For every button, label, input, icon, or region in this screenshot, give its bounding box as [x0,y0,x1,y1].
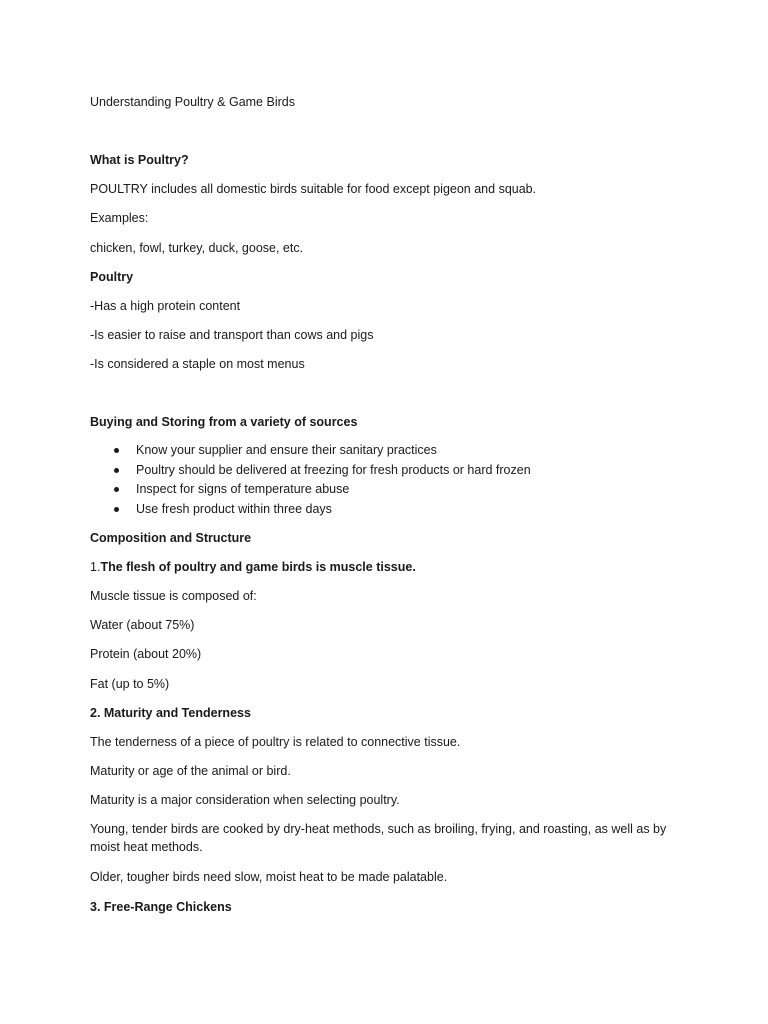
bullet-icon [114,468,119,473]
list-item [90,441,531,461]
bullet-icon [114,487,119,492]
older-birds-text: Older, tougher birds need slow, moist heat to be made palatable. [90,870,448,884]
list-item-text: Inspect for signs of temperature abuse [136,482,350,496]
muscle-intro: Muscle tissue is composed of: [90,589,257,603]
poultry-point: -Is easier to raise and transport than cows and pigs [90,328,374,342]
poultry-point: -Has a high protein content [90,299,241,313]
list-item [90,500,531,520]
composition-heading: Composition and Structure [90,531,252,545]
buying-storing-heading: Buying and Storing from a variety of sources [90,415,358,429]
composition-item: Protein (about 20%) [90,647,202,661]
poultry-point: -Is considered a staple on most menus [90,357,305,371]
examples-label: Examples: [90,211,149,225]
list-item [90,480,531,500]
section-1-number: 1. [90,560,101,574]
list-item [90,461,531,481]
composition-item: Fat (up to 5%) [90,677,170,691]
bullet-icon [114,507,119,512]
list-item-text: Use fresh product within three days [136,501,332,516]
list-item-text: Poultry should be delivered at freezing for fresh products or hard frozen [136,462,531,477]
buying-bullet-list [90,441,531,519]
poultry-definition: POULTRY includes all domestic birds suitable for food except pigeon and squab. [90,182,537,196]
what-is-poultry-heading: What is Poultry? [90,153,189,167]
section-1-title: The flesh of poultry and game birds is muscle tissue. [100,560,416,574]
composition-item: Water (about 75%) [90,618,195,632]
tenderness-text: The tenderness of a piece of poultry is related to connective tissue. [90,735,461,749]
poultry-heading: Poultry [90,270,134,284]
examples-list: chicken, fowl, turkey, duck, goose, etc. [90,241,304,255]
list-item-text: Know your supplier and ensure their sanitary practices [136,443,437,457]
maturity-text: Maturity or age of the animal or bird. [90,764,291,778]
document-title: Understanding Poultry & Game Birds [90,95,295,109]
maturity-consideration-text: Maturity is a major consideration when selecting poultry. [90,793,400,807]
section-2-heading: 2. Maturity and Tenderness [90,706,251,720]
young-birds-text: Young, tender birds are cooked by dry-heat methods, such as broiling, frying, and roasting, as well as by moist heat methods. [90,822,667,854]
section-3-heading: 3. Free-Range Chickens [90,900,232,914]
bullet-icon [114,448,119,453]
section-1-heading [90,558,416,576]
